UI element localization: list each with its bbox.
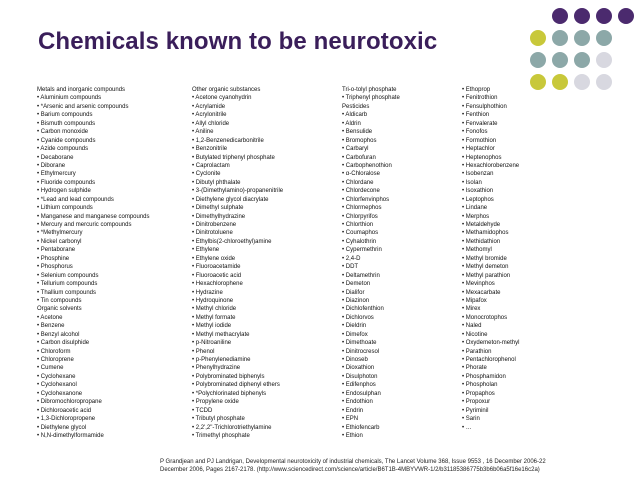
list-item: • Ethylbis(2-chloroethyl)amine [192,238,272,245]
decorative-dot [552,8,568,24]
column-pesticides-1 [342,86,400,440]
list-item: • Allyl chloride [192,120,230,127]
list-item: • N,N-dimethylformamide [37,432,104,439]
list-item: • Phospholan [462,382,498,389]
list-item: • Dimethoate [342,340,377,347]
list-item: • Monocrotophos [462,314,508,321]
list-item: • Endrin [342,407,364,414]
decorative-dot [574,30,590,46]
list-item: • Hexachlorophene [192,281,243,288]
citation-line-1: P Grandjean and PJ Landrigan, Developmental neurotoxicity of industrial chemicals, The Lancet Volume 368, Issue 9553 , 16 December 2006-22 [160,459,546,465]
list-item: • Deltamethrin [342,272,380,279]
column-metals-solvents [37,86,150,440]
decorative-dot [618,8,634,24]
list-item: • Fluoride compounds [37,179,96,186]
list-item: • Ethoprop [462,87,491,93]
slide-title: Chemicals known to be neurotoxic [38,28,438,55]
list-item: • Carbon monoxide [37,129,89,136]
list-item: • Acetone cyanohydrin [192,95,252,102]
list-item: • Chloroform [37,348,71,355]
list-item: • DDT [342,264,359,271]
list-item: • Merphos [462,213,490,220]
list-item: • 1,3-Dichloropropene [37,416,96,423]
list-item: • Dinitrotoluene [192,230,233,237]
list-item: • Phenylhydrazine [192,365,241,372]
list-item: • Mercury and mercuric compounds [37,222,132,228]
list-item: • Methyl iodide [192,323,232,330]
decorative-dot [552,74,568,90]
column-pesticides-2 [462,86,519,432]
list-item: • p-Nitroaniline [192,340,232,347]
list-item: • *Polychlorinated biphenyls [192,390,267,397]
list-item: • Aluminium compounds [37,95,102,102]
list-item: • Hydroquinone [192,297,234,304]
list-heading: Metals and inorganic compounds [37,87,126,93]
list-item: • Bromophos [342,137,377,144]
list-item: • Cyclonite [192,171,221,178]
list-item: • Ethion [342,432,363,439]
list-item: • Fluoroacetamide [192,264,241,271]
list-item: • Selenium compounds [37,272,99,279]
list-item: • Cyhalothrin [342,238,377,245]
list-item: • Fonofos [462,129,488,136]
list-item: • Dichloroacetic acid [37,407,92,414]
list-item: • Polybrominated diphenyl ethers [192,382,280,389]
list-item: • Methyl demeton [462,264,509,271]
list-item: • Triphenyl phosphate [342,95,400,102]
list-item: • Butylated triphenyl phosphate [192,154,275,161]
list-item: • Chlorpyrifos [342,213,378,220]
list-item: • Cyclohexanone [37,390,83,397]
list-item: • Phenol [192,348,215,355]
list-item: • Polybrominated biphenyls [192,373,265,380]
decorative-dot-grid [526,6,638,106]
list-item: • EPN [342,416,359,423]
list-item: • Diethylene glycol [37,424,87,431]
list-item: • Fensulphothion [462,103,507,110]
list-item: • Diazinon [342,297,370,304]
list-item: • 2,2',2"-Trichlorotriethylamine [192,424,272,431]
list-item: • Propaphos [462,390,495,397]
list-item: • Nicotine [462,331,488,338]
decorative-dot [530,74,546,90]
list-item: • Mipafox [462,297,487,304]
list-item: • Naled [462,323,482,330]
list-item: • TCDD [192,407,213,414]
list-item: • Acrylamide [192,103,226,110]
list-item: • Dibromochloropropane [37,399,102,406]
list-item: • Phosphorus [37,264,73,271]
decorative-dot [596,74,612,90]
list-item: • Methyl parathion [462,272,511,279]
decorative-dot [596,30,612,46]
list-item: • Dimethyl sulphate [192,205,244,212]
list-item: • Hexachlorobenzene [462,162,520,169]
list-item: • α-Chloralose [342,171,380,178]
list-item: • Carbaryl [342,146,369,153]
decorative-dot [530,30,546,46]
list-item: • 3-(Dimethylamino)-propanenitrile [192,188,284,195]
list-item: • Methyl formate [192,314,236,321]
list-item: • Fluoroacetic acid [192,272,242,279]
list-item: • Phosphine [37,255,70,262]
decorative-dot [574,8,590,24]
list-item: • Diethylene glycol diacrylate [192,196,269,203]
list-item: • Dinitrocresol [342,348,380,355]
list-item: • Cyclohexane [37,373,76,380]
list-item: • Dinitrobenzene [192,222,237,228]
list-item: • p-Phenylenediamine [192,357,251,363]
list-item: • Oxydemeton-methyl [462,340,520,347]
list-item: • Lindane [462,205,488,212]
list-item: • Tributyl phosphate [192,416,245,423]
list-item: • Azide compounds [37,146,89,153]
list-item: • Mevinphos [462,281,495,288]
list-item: • Aniline [192,129,214,136]
list-item: • Sarin [462,416,480,423]
decorative-dot [530,52,546,68]
list-item: • Ethylmercury [37,171,76,178]
list-item: • Methidathion [462,238,501,245]
list-item: • Pyriminil [462,407,489,414]
decorative-dot [574,52,590,68]
decorative-dot [596,52,612,68]
list-item: • Demeton [342,281,371,288]
list-item: • Phorate [462,365,487,372]
list-item: • Dialifor [342,289,365,296]
list-item: • Metaldehyde [462,222,501,228]
list-item: • *Lead and lead compounds [37,196,114,203]
list-item: • Dichlorvos [342,314,374,321]
list-item: • Edifenphos [342,382,376,389]
list-heading: Pesticides [342,103,370,110]
list-item: • Dioxathion [342,365,375,372]
list-item: • Mirex [462,306,481,313]
list-item: • Chlormephos [342,205,382,212]
list-item: • Cumene [37,365,64,372]
list-item: • Carbon disulphide [37,340,90,347]
list-item: • Ethylene oxide [192,255,236,262]
decorative-dot [596,8,612,24]
decorative-dot [552,52,568,68]
list-item: • Dibutyl phthalate [192,179,241,186]
list-item: • Aldrin [342,120,361,127]
list-heading: Other organic substances [192,87,261,93]
list-item: • Trimethyl phosphate [192,432,250,439]
list-item: • Decaborane [37,154,74,161]
list-item: • Endothion [342,399,373,406]
list-item: • Methomyl [462,247,492,254]
list-item: • Phosphamidon [462,373,506,380]
list-item: • Parathion [462,348,492,355]
citation-footer [160,458,638,474]
list-item: • Endosulphan [342,390,381,397]
list-item: • Isoxathion [462,188,494,195]
list-item: • Heptenophos [462,154,502,161]
list-item: • Aldicarb [342,112,368,119]
list-item: • Chloroprene [37,357,74,363]
list-item: • Dichlofenthion [342,306,384,313]
list-item: • Diborane [37,162,66,169]
list-item: • Acetone [37,314,63,321]
list-item: • Dinoseb [342,357,368,363]
list-item: • Thallium compounds [37,289,97,296]
list-item: • 1,2-Benzenedicarbonitrile [192,137,264,144]
decorative-dot [574,74,590,90]
list-item: • Bensulide [342,129,373,136]
list-item: • Pentachlorophenol [462,357,516,363]
list-item: • Caprolactam [192,162,230,169]
list-item: • Cypermethrin [342,247,382,254]
list-item: • Heptachlor [462,146,495,153]
list-item: • Manganese and manganese compounds [37,213,150,220]
list-item: • Fenthion [462,112,490,119]
list-item: • Methamidophos [462,230,509,237]
list-item: • Methyl methacrylate [192,331,250,338]
list-item: • Pentaborane [37,247,76,254]
list-item: • … [462,424,472,431]
list-item: • Chlorthion [342,222,374,228]
list-item: • Fenitrothion [462,95,498,102]
list-item: • Isolan [462,179,482,186]
list-item: • Chlordane [342,179,374,186]
list-item: • Carbophenothion [342,162,392,169]
list-item: • Cyanide compounds [37,137,96,144]
list-item: • Cyclohexanol [37,382,77,389]
list-heading: Organic solvents [37,306,82,313]
list-item: • Isobenzan [462,171,494,178]
list-item: • Ethiofencarb [342,424,380,431]
list-item: • Hydrogen sulphide [37,188,91,195]
list-item: • Tellurium compounds [37,281,98,288]
list-item: • *Methylmercury [37,230,83,237]
list-item: • Lithium compounds [37,205,93,212]
column-other-organics [192,86,283,440]
list-item: • Fenvalerate [462,120,498,127]
list-item: • Benzyl alcohol [37,331,80,338]
citation-line-2: December 2006, Pages 2167-2178. (http://www.sciencedirect.com/science/article/B6T1B-4MBYVWR-1/2/b31185386775b3b6b06a5f16e16c2a) [160,467,540,473]
list-item: • Chlordecone [342,188,380,195]
list-item: • Acrylonitrile [192,112,227,119]
list-item: • Nickel carbonyl [37,238,82,245]
list-item: • Ethylene [192,247,220,254]
list-item: • Bismuth compounds [37,120,96,127]
list-item: • Leptophos [462,196,494,203]
list-item: • Carbofuran [342,154,376,161]
list-item: • Dimethylhydrazine [192,213,246,220]
list-item: • *Arsenic and arsenic compounds [37,103,129,110]
decorative-dot [552,30,568,46]
list-item: • Tin compounds [37,297,82,304]
list-item: • Dimefox [342,331,368,338]
list-item: • Mexacarbate [462,289,501,296]
list-item: • Propoxur [462,399,491,406]
list-item: • Propylene oxide [192,399,239,406]
list-item: • Chlorfenvinphos [342,196,390,203]
list-item: • 2,4-D [342,255,361,262]
list-item: • Methyl bromide [462,255,507,262]
list-item: • Formothion [462,137,497,144]
list-item: • Barium compounds [37,112,93,119]
list-item: • Methyl chloride [192,306,237,313]
list-heading: Tri-o-tolyl phosphate [342,87,397,93]
list-item: • Hydrazine [192,289,223,296]
list-item: • Benzene [37,323,65,330]
list-item: • Benzonitrile [192,146,228,153]
list-item: • Disulphoton [342,373,378,380]
list-item: • Coumaphos [342,230,379,237]
list-item: • Dieldrin [342,323,367,330]
